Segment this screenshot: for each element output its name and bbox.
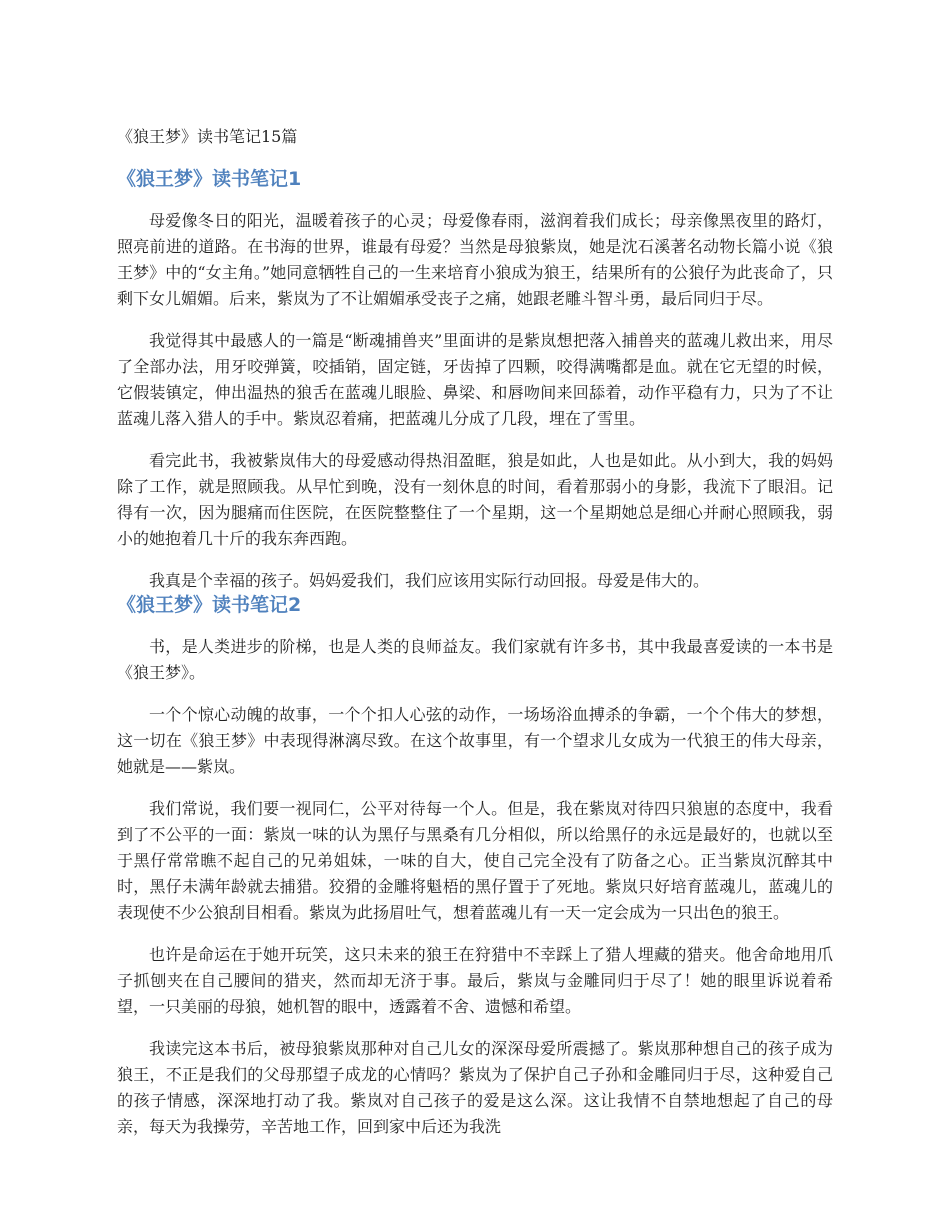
section-1 bbox=[117, 166, 833, 594]
paragraph: 书，是人类进步的阶梯，也是人类的良师益友。我们家就有许多书，其中我最喜爱读的一本书是《狼王梦》。 bbox=[117, 637, 833, 682]
paragraph: 我读完这本书后，被母狼紫岚那种对自己儿女的深深母爱所震撼了。紫岚那种想自己的孩子成为狼王，不正是我们的父母那望子成龙的心情吗？紫岚为了保护自己子孙和金雕同归于尽，这种爱自己的孩子情感，深深地打动了我。紫岚对自己孩子的爱是这么深。这让我情不自禁地想起了自己的母亲，每天为我操劳，辛苦地工作，回到家中后还为我洗 bbox=[117, 1039, 833, 1136]
paragraph: 我觉得其中最感人的一篇是“断魂捕兽夹”里面讲的是紫岚想把落入捕兽夹的蓝魂儿救出来，用尽了全部办法，用牙咬弹簧，咬插销，固定链，牙齿掉了四颗，咬得满嘴都是血。就在它无望的时候，它假装镇定，伸出温热的狼舌在蓝魂儿眼脸、鼻梁、和唇吻间来回舔着，动作平稳有力，只为了不让蓝魂儿落入猎人的手中。紫岚忍着痛，把蓝魂儿分成了几段，埋在了雪里。 bbox=[117, 331, 833, 428]
section-2 bbox=[117, 592, 833, 1140]
section-body bbox=[117, 208, 833, 594]
paragraph: 母爱像冬日的阳光，温暖着孩子的心灵；母爱像春雨，滋润着我们成长；母亲像黑夜里的路灯，照亮前进的道路。在书海的世界，谁最有母爱？当然是母狼紫岚，她是沈石溪著名动物长篇小说《狼王梦》中的“女主角。”她同意牺牲自己的一生来培育小狼成为狼王，结果所有的公狼仔为此丧命了，只剩下女儿媚媚。后来，紫岚为了不让媚媚承受丧子之痛，她跟老雕斗智斗勇，最后同归于尽。 bbox=[117, 211, 833, 308]
paragraph: 看完此书，我被紫岚伟大的母爱感动得热泪盈眶，狼是如此，人也是如此。从小到大，我的妈妈除了工作，就是照顾我。从早忙到晚，没有一刻休息的时间，看着那弱小的身影，我流下了眼泪。记得有一次，因为腿痛而住医院，在医院整整住了一个星期，这一个星期她总是细心并耐心照顾我，弱小的她抱着几十斤的我东奔西跑。 bbox=[117, 451, 833, 548]
section-heading: 《狼王梦》读书笔记2 bbox=[117, 594, 302, 616]
section-body bbox=[117, 634, 833, 1140]
paragraph: 我们常说，我们要一视同仁，公平对待每一个人。但是，我在紫岚对待四只狼崽的态度中，我看到了不公平的一面：紫岚一味的认为黑仔与黑桑有几分相似，所以给黑仔的永远是最好的，也就以至于黑仔常常瞧不起自己的兄弟姐妹，一味的自大，使自己完全没有了防备之心。正当紫岚沉醉其中时，黑仔未满年龄就去捕猎。狡猾的金雕将魁梧的黑仔置于了死地。紫岚只好培育蓝魂儿，蓝魂儿的表现使不少公狼刮目相看。紫岚为此扬眉吐气，想着蓝魂儿有一天一定会成为一只出色的狼王。 bbox=[117, 799, 833, 922]
document-title: 《狼王梦》读书笔记15篇 bbox=[117, 127, 298, 146]
paragraph: 也许是命运在于她开玩笑，这只未来的狼王在狩猎中不幸踩上了猎人埋藏的猎夹。他舍命地用爪子抓刨夹在自己腰间的猎夹，然而却无济于事。最后，紫岚与金雕同归于尽了！她的眼里诉说着希望，一只美丽的母狼，她机智的眼中，透露着不舍、遗憾和希望。 bbox=[117, 945, 833, 1016]
paragraph: 我真是个幸福的孩子。妈妈爱我们，我们应该用实际行动回报。母爱是伟大的。 bbox=[149, 571, 710, 590]
section-heading: 《狼王梦》读书笔记1 bbox=[117, 168, 302, 190]
paragraph: 一个个惊心动魄的故事，一个个扣人心弦的动作，一场场浴血搏杀的争霸，一个个伟大的梦想，这一切在《狼王梦》中表现得淋漓尽致。在这个故事里，有一个望求儿女成为一代狼王的伟大母亲，她就是——紫岚。 bbox=[117, 705, 833, 776]
